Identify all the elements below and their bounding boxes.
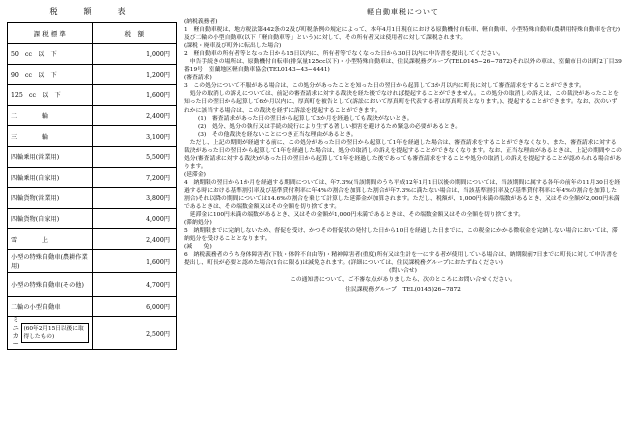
vehicle-type: 50 cc 以 下 (8, 44, 93, 65)
notice-paragraph: (滞納処分) (184, 220, 212, 227)
table-row (8, 188, 177, 209)
vehicle-type: 三 輪 (8, 126, 93, 147)
vehicle-type: 小型の特殊自動車(農耕作業用) (8, 249, 93, 272)
table-row (8, 208, 177, 229)
tax-table (7, 22, 177, 350)
notice-paragraph: (審査請求) (184, 75, 212, 82)
tax-table-panel (7, 6, 177, 350)
notice-paragraph: (延滞金) (184, 171, 206, 178)
vehicle-type: 二輪の小型自動車 (8, 296, 93, 317)
table-row (8, 105, 177, 126)
notice-paragraph: 6 納税義務者のうち身体障害者(下肢・体幹不自由等)・精神障害者(重度)所有又は生計を一にする者が使用している場合は、納期限前7日までに町長に対して申告書を提出し、町長が必要と認めた場合(1台に限る)は減免されます。(詳細については、住民課税務グループにおたずねください) (184, 252, 618, 267)
tax-amount: 6,000円 (92, 296, 177, 317)
table-row-minicar (8, 317, 177, 350)
tax-amount: 1,000円 (92, 44, 177, 65)
table-row (8, 44, 177, 65)
notice-title: 軽自動車税について (367, 8, 439, 16)
tax-amount: 2,500円 (92, 317, 177, 350)
table-row (8, 126, 177, 147)
notice-paragraph: (減 免) (184, 244, 212, 251)
inquiry-text: この通知書について、ご不審な点がありましたら、次のところにお問い合せください。 (290, 276, 516, 283)
table-row (8, 146, 177, 167)
vehicle-type: 四輪乗用(営業用) (8, 146, 93, 167)
notice-panel (184, 6, 622, 294)
vehicle-type: 90 cc 以 下 (8, 64, 93, 85)
vehicle-type: 四輪乗用(自家用) (8, 167, 93, 188)
tax-amount: 7,200円 (92, 167, 177, 188)
notice-paragraph: (納税義務者) (184, 19, 218, 25)
minicar-label: ミ ニ カー (12, 317, 19, 349)
notice-body (184, 18, 622, 267)
tax-amount: 2,400円 (92, 105, 177, 126)
notice-paragraph: (3) その他裁決を経ないことにつき正当な理由があるとき。 (198, 131, 357, 138)
table-row (8, 167, 177, 188)
notice-paragraph: 延滞金に100円未満の端数があるとき、又はその金額が1,000円未満であるときは、その端数金額又はその全額を切り捨てます。 (184, 212, 524, 219)
table-row (8, 85, 177, 106)
vehicle-type: 四輪貨物(営業用) (8, 188, 93, 209)
tax-amount: 4,000円 (92, 208, 177, 229)
inquiry-label: (問い合せ) (389, 268, 417, 275)
notice-paragraph: 4 納期限の翌日から1か月を経過する期間については、年7.3%(当該期間のうち平成12年1月1日以後の期間については、当該期間に属する各年の前年の11月30日を経過する時における基準割引率及び基準貸付利率に年4%の割合を加算した割合が年7.3%に満たない場合は、当該基準割引率及び基準貸付利率に年4%の割合を加算した割合)それ以降の期間については14.6%の割合を乗じて計算した延滞金が加算されます。ただし、税額が、1,000円未満の端数があるとき、又はその全額が2,000円未満であるときは、その端数金額又はその全額を切り捨てます。 (184, 179, 621, 211)
vehicle-type-minicar (8, 317, 93, 350)
notice-paragraph: 3 この処分について不服がある場合は、この処分があったことを知った日の翌日から起算して3か月以内に町長に対して審査請求をすることができます。 (184, 83, 585, 90)
tax-amount: 5,500円 (92, 146, 177, 167)
notice-paragraph: 2 軽自動車の所有者等となった日から15日以内に、所有者等でなくなった日から30日以内に申告書を提出してください。 (184, 51, 504, 58)
notice-paragraph: ただし、上記の期間が経過する前に、この処分があった日の翌日から起算して1年を経過した場合は、審査請求をすることができなくなり、また、審査請求に対する裁決があった日の翌日から起算して1年を経過した場合は、処分の取消しの訴えを提起することができなくなります。なお、正当な理由があるときは、上記の期間やこの処分(審査請求に対する裁決)があった日の翌日から起算して1年を経過した後であっても審査請求をすることや処分の取消しの訴えを提起することが認められる場合があります。 (184, 139, 622, 170)
table-row (8, 229, 177, 250)
table-row (8, 64, 177, 85)
contact-info: 住民課税務グループ TEL(0145)26−7872 (345, 286, 461, 293)
table-row (8, 273, 177, 296)
tax-amount: 3,100円 (92, 126, 177, 147)
table-row (8, 296, 177, 317)
vehicle-type: 125 cc 以 下 (8, 85, 93, 106)
tax-amount: 1,200円 (92, 64, 177, 85)
table-row (8, 249, 177, 272)
notice-paragraph: 処分の取消しの訴えについては、前記の審査請求に対する裁決を経た後でなければ提起することができません。この処分の取消しの訴えは、この裁決があったことを知った日の翌日から起算して6か月以内に、厚真町を被告として(訴訟において厚真町を代表する者は厚真町長となります。)、提起することができます。なお、次のいずれかに該当する場合は、この裁決を経ずに訴訟を提起することができます。 (184, 91, 619, 114)
header-standard: 課 税 標 準 (8, 23, 93, 44)
vehicle-type: 小型の特殊自動車(その他) (8, 273, 93, 296)
notice-paragraph: (2) 処分、処分の執行又は手続の続行により生ずる著しい損害を避けるため緊急の必要があるとき。 (198, 123, 462, 130)
tax-amount: 4,700円 (92, 273, 177, 296)
notice-paragraph: (1) 審査請求があった日の翌日から起算して3か月を経過しても裁決がないとき。 (198, 115, 413, 122)
tax-amount: 1,600円 (92, 249, 177, 272)
tax-table-header-row (8, 23, 177, 44)
vehicle-type: 四輪貨物(自家用) (8, 208, 93, 229)
tax-amount: 1,600円 (92, 85, 177, 106)
notice-paragraph: (課税・廃車及び町外に転出した場合) (184, 43, 282, 50)
notice-paragraph: 1 軽自動車税は、地方税法第442条の2及び町税条例の規定によって、本年4月1日現在における原動機付自転車、軽自動車、小型特殊自動車(農耕用特殊自動車を含む)及び二輪の小型自動車(以下「軽自動車等」という)に対して、その所有者又は使用者に対して課税されます。 (184, 27, 621, 42)
tax-amount: 2,400円 (92, 229, 177, 250)
tax-table-title: 税 額 表 (49, 7, 135, 16)
tax-amount: 3,800円 (92, 188, 177, 209)
minicar-note: (60年2月15日以後に取得したもの) (21, 323, 89, 343)
notice-paragraph: 申告手続きの場所は、原動機付自転車(排気量125cc以下)・小型特殊自動車は、住民課税務グループ(TEL0145−26−7872)それ以外の車は、室蘭市日の出町2丁目39番19号 室蘭地区軽自動車協会(TEL0143−43−4441) (184, 59, 622, 74)
vehicle-type: 雪 上 (8, 229, 93, 250)
notice-paragraph: 5 納期限までに完納しないため、督促を受け、かつその督促状の発付した日から10日を経過した日までに、この税金にかかる徴収金を完納しない場合においては、滞納処分を受けることとなります。 (184, 228, 618, 243)
vehicle-type: 二 輪 (8, 105, 93, 126)
header-amount: 税 額 (92, 23, 177, 44)
